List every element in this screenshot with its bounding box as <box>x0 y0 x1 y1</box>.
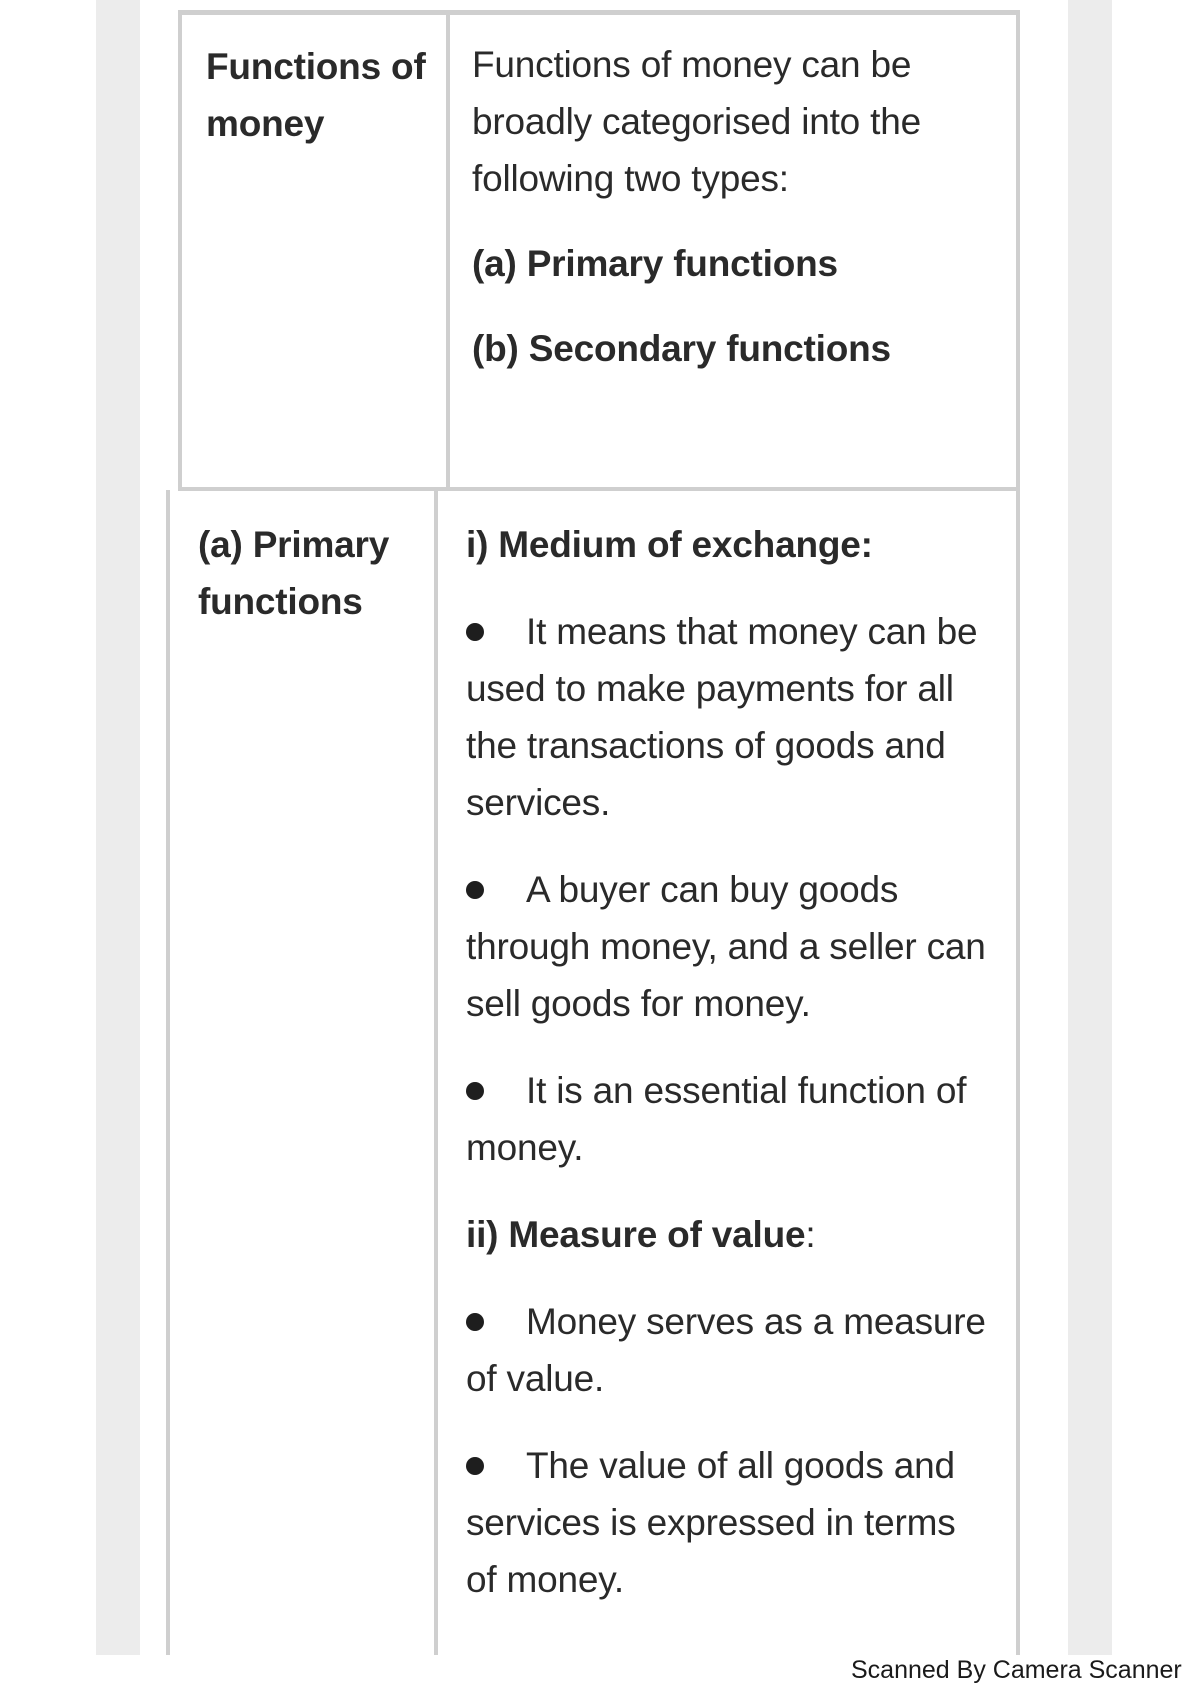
bullet-text: Money serves as a measure of value. <box>466 1301 986 1399</box>
bullet-dot-icon <box>466 1313 484 1331</box>
table-left-border-row2 <box>166 490 170 1655</box>
scanner-watermark: Scanned By Camera Scanner <box>851 1656 1182 1684</box>
bullet-dot-icon <box>466 1082 484 1100</box>
left-margin-band <box>96 0 140 1655</box>
bullet-dot-icon <box>466 881 484 899</box>
type-secondary: (b) Secondary functions <box>472 328 891 369</box>
type-primary: (a) Primary functions <box>472 243 838 284</box>
bullet-item <box>466 1437 996 1608</box>
row1-term: Functions of money <box>206 46 426 144</box>
table-left-border-row1 <box>178 10 182 490</box>
row2-definition <box>466 516 996 1608</box>
table-right-border <box>1016 10 1020 1655</box>
bullet-text: It means that money can be used to make payments for all the transactions of goods and services. <box>466 611 978 823</box>
section-heading: i) Medium of exchange: <box>466 524 873 565</box>
row1-intro: Functions of money can be broadly categorised into the following two types: <box>472 44 921 199</box>
bullet-item <box>466 603 996 831</box>
section-heading-text: ii) Measure of value <box>466 1214 806 1255</box>
row2-term: (a) Primary functions <box>198 524 390 622</box>
bullet-dot-icon <box>466 623 484 641</box>
bullet-text: The value of all goods and services is expressed in terms of money. <box>466 1445 956 1600</box>
section-heading <box>466 1206 996 1263</box>
column-divider-row1 <box>446 10 450 490</box>
column-divider-row2 <box>434 490 438 1655</box>
bullet-dot-icon <box>466 1457 484 1475</box>
functions-of-money-table <box>160 0 1028 1655</box>
row-divider <box>178 487 1020 491</box>
row1-definition <box>472 36 992 377</box>
bullet-item <box>466 861 996 1032</box>
bullet-text: It is an essential function of money. <box>466 1070 967 1168</box>
bullet-text: A buyer can buy goods through money, and a seller can sell goods for money. <box>466 869 986 1024</box>
section-heading-colon: : <box>805 1214 816 1255</box>
bullet-item <box>466 1062 996 1176</box>
bullet-item <box>466 1293 996 1407</box>
table-top-border <box>180 10 1020 15</box>
right-margin-band <box>1068 0 1112 1655</box>
